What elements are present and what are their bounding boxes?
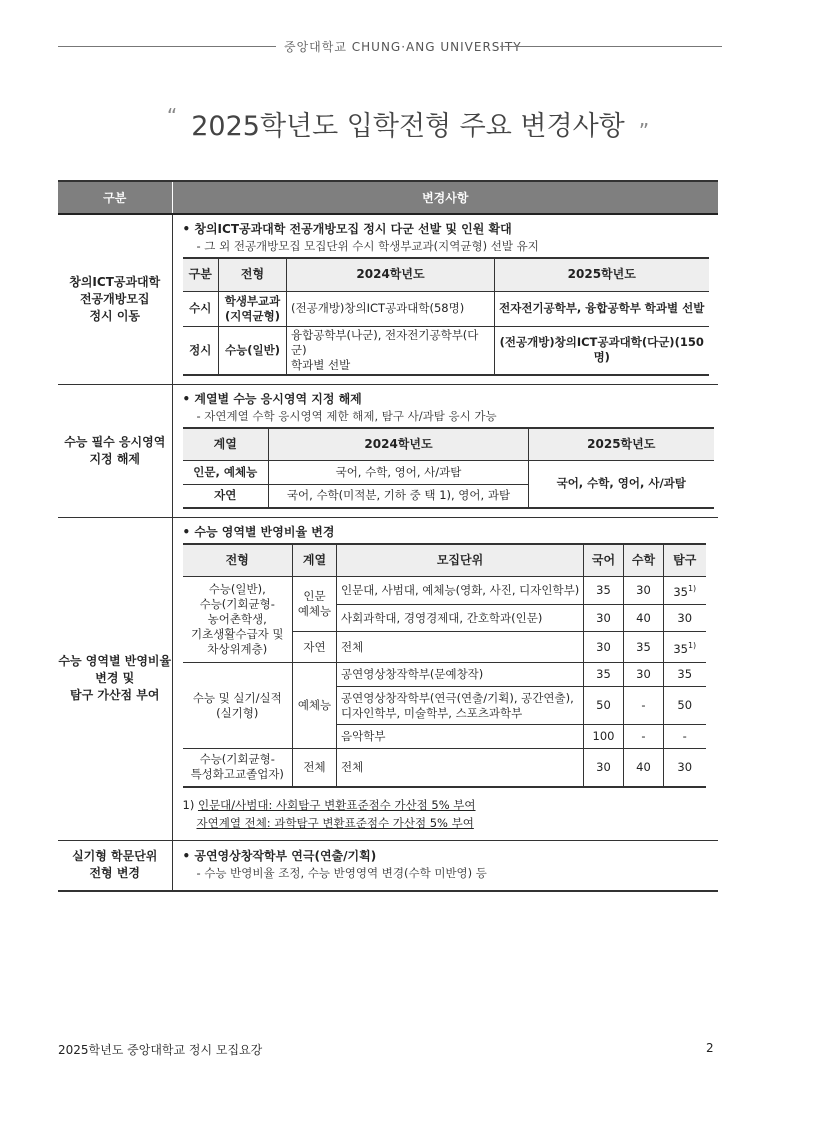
td: 공연영상창작학부(문예창작) (337, 663, 584, 687)
td: 35 (664, 663, 706, 687)
td: 자연 (293, 632, 337, 663)
bullet: • 계열별 수능 응시영역 지정 해제 (182, 391, 362, 406)
section-label (58, 384, 172, 517)
title-text: 2025학년도 입학전형 주요 변경사항 (191, 111, 625, 142)
td: 인문대, 사범대, 예체능(영화, 사진, 디자인학부) (337, 577, 584, 605)
th: 탐구 (664, 544, 706, 577)
section-label (58, 517, 172, 840)
sub-text: - 그 외 전공개방모집 모집단위 수시 학생부교과(지역균형) 선발 유지 (196, 239, 539, 253)
td: 40 (624, 749, 664, 787)
ratio-table (183, 543, 706, 788)
td: 융합공학부(나군), 전자전기공학부(다군) 학과별 선발 (287, 326, 495, 375)
page-number: 2 (706, 1041, 714, 1055)
td (664, 632, 706, 663)
sub-table (183, 427, 714, 509)
th: 전형 (183, 544, 293, 577)
note-text: 인문대/사범대: 사회탐구 변환표준점수 가산점 5% 부여 (197, 797, 476, 812)
td: 35 (624, 632, 664, 663)
td: 수능(기회균형- 특성화고교졸업자) (183, 749, 293, 787)
university-brand: 중앙대학교 CHUNG·ANG UNIVERSITY (284, 40, 522, 54)
header-rule (58, 46, 276, 47)
td: (전공개방)창의ICT공과대학(58명) (287, 291, 495, 326)
td: (전공개방)창의ICT공과대학(다군)(150명) (495, 326, 709, 375)
td: 전체 (293, 749, 337, 787)
th: 계열 (183, 428, 269, 461)
section-label (58, 840, 172, 891)
td: 인문 예체능 (293, 577, 337, 632)
th: 모집단위 (337, 544, 584, 577)
label-text: 수능 영역별 반영비율 변경 및 탐구 가산점 부여 (58, 654, 172, 702)
th: 수학 (624, 544, 664, 577)
page-title (0, 104, 816, 143)
th: 구분 (183, 258, 219, 291)
td: 30 (664, 605, 706, 632)
footnotes (183, 796, 719, 832)
td: 수시 (183, 291, 219, 326)
label-text: 창의ICT공과대학 전공개방모집 정시 이동 (69, 274, 161, 323)
td: 수능(일반), 수능(기회균형- 농어촌학생, 기초생활수급자 및 차상위계층) (183, 577, 293, 663)
footnote-mark: 1) (687, 640, 697, 650)
th: 전형 (219, 258, 287, 291)
footnote-mark: 1) (687, 584, 697, 594)
td: 50 (584, 687, 624, 725)
col-header: 구분 (58, 181, 172, 214)
value: 35 (673, 641, 688, 656)
th: 2025학년도 (495, 258, 709, 291)
sub-text: - 자연계열 수학 응시영역 제한 해제, 탐구 사/과탐 응시 가능 (196, 408, 497, 423)
th: 2025학년도 (529, 428, 714, 461)
note-number: 1) (182, 797, 198, 812)
th: 2024학년도 (287, 258, 495, 291)
td: 30 (664, 749, 706, 787)
section-label (58, 214, 172, 384)
section-row (58, 384, 718, 517)
td: 국어, 수학, 영어, 사/과탐 (269, 461, 529, 485)
bullet: • 수능 영역별 반영비율 변경 (182, 524, 335, 539)
td: 30 (624, 577, 664, 605)
td: 예체능 (293, 663, 337, 749)
td: 30 (624, 663, 664, 687)
td: 인문, 예체능 (183, 461, 269, 485)
col-header: 변경사항 (172, 181, 718, 214)
th: 국어 (584, 544, 624, 577)
section-row (58, 840, 718, 891)
td: 전체 (337, 632, 584, 663)
td: 35 (584, 577, 624, 605)
section-row (58, 517, 718, 840)
page-header (58, 36, 722, 56)
td: 음악학부 (337, 725, 584, 749)
td: 수능(일반) (219, 326, 287, 375)
bullet: • 창의ICT공과대학 전공개방모집 정시 다군 선발 및 인원 확대 (182, 222, 512, 236)
td: - (624, 725, 664, 749)
sub-table (183, 257, 709, 376)
bullet-text: 수능 영역별 반영비율 변경 (194, 524, 335, 539)
section-row (58, 214, 718, 384)
label-text: 실기형 학문단위 전형 변경 (72, 849, 158, 880)
td: 국어, 수학(미적분, 기하 중 택 1), 영어, 과탐 (269, 485, 529, 508)
td: 30 (584, 632, 624, 663)
td: 100 (584, 725, 624, 749)
header-rule (500, 46, 722, 47)
open-quote: “ (166, 104, 178, 128)
td: 전체 (337, 749, 584, 787)
td: - (624, 687, 664, 725)
sub-text: - 수능 반영비율 조정, 수능 반영영역 변경(수학 미반영) 등 (196, 865, 487, 880)
note-text: 자연계열 전체: 과학탐구 변환표준점수 가산점 5% 부여 (196, 815, 474, 830)
td: 공연영상창작학부(연극(연출/기획), 공간연출), 디자인학부, 미술학부, 스포츠과학부 (337, 687, 584, 725)
td: 자연 (183, 485, 269, 508)
bullet-text: 계열별 수능 응시영역 지정 해제 (194, 391, 362, 406)
td: 35 (584, 663, 624, 687)
td: 30 (584, 605, 624, 632)
td: 50 (664, 687, 706, 725)
td: 학생부교과 (지역균형) (219, 291, 287, 326)
td: 수능 및 실기/실적 (실기형) (183, 663, 293, 749)
bullet-text: 창의ICT공과대학 전공개방모집 정시 다군 선발 및 인원 확대 (194, 222, 512, 236)
td: 사회과학대, 경영경제대, 간호학과(인문) (337, 605, 584, 632)
changes-table (58, 180, 718, 892)
close-quote: ” (638, 119, 650, 143)
footer-text: 2025학년도 중앙대학교 정시 모집요강 (58, 1043, 263, 1057)
value: 35 (673, 584, 688, 599)
td: 전자전기공학부, 융합공학부 학과별 선발 (495, 291, 709, 326)
td (664, 577, 706, 605)
bullet-text: 공연영상창작학부 연극(연출/기획) (194, 848, 377, 863)
th: 2024학년도 (269, 428, 529, 461)
label-text: 수능 필수 응시영역 지정 해제 (64, 434, 166, 466)
td: 국어, 수학, 영어, 사/과탐 (529, 461, 714, 508)
td: - (664, 725, 706, 749)
bullet: • 공연영상창작학부 연극(연출/기획) (182, 848, 377, 863)
td: 30 (584, 749, 624, 787)
th: 계열 (293, 544, 337, 577)
td: 40 (624, 605, 664, 632)
td: 정시 (183, 326, 219, 375)
